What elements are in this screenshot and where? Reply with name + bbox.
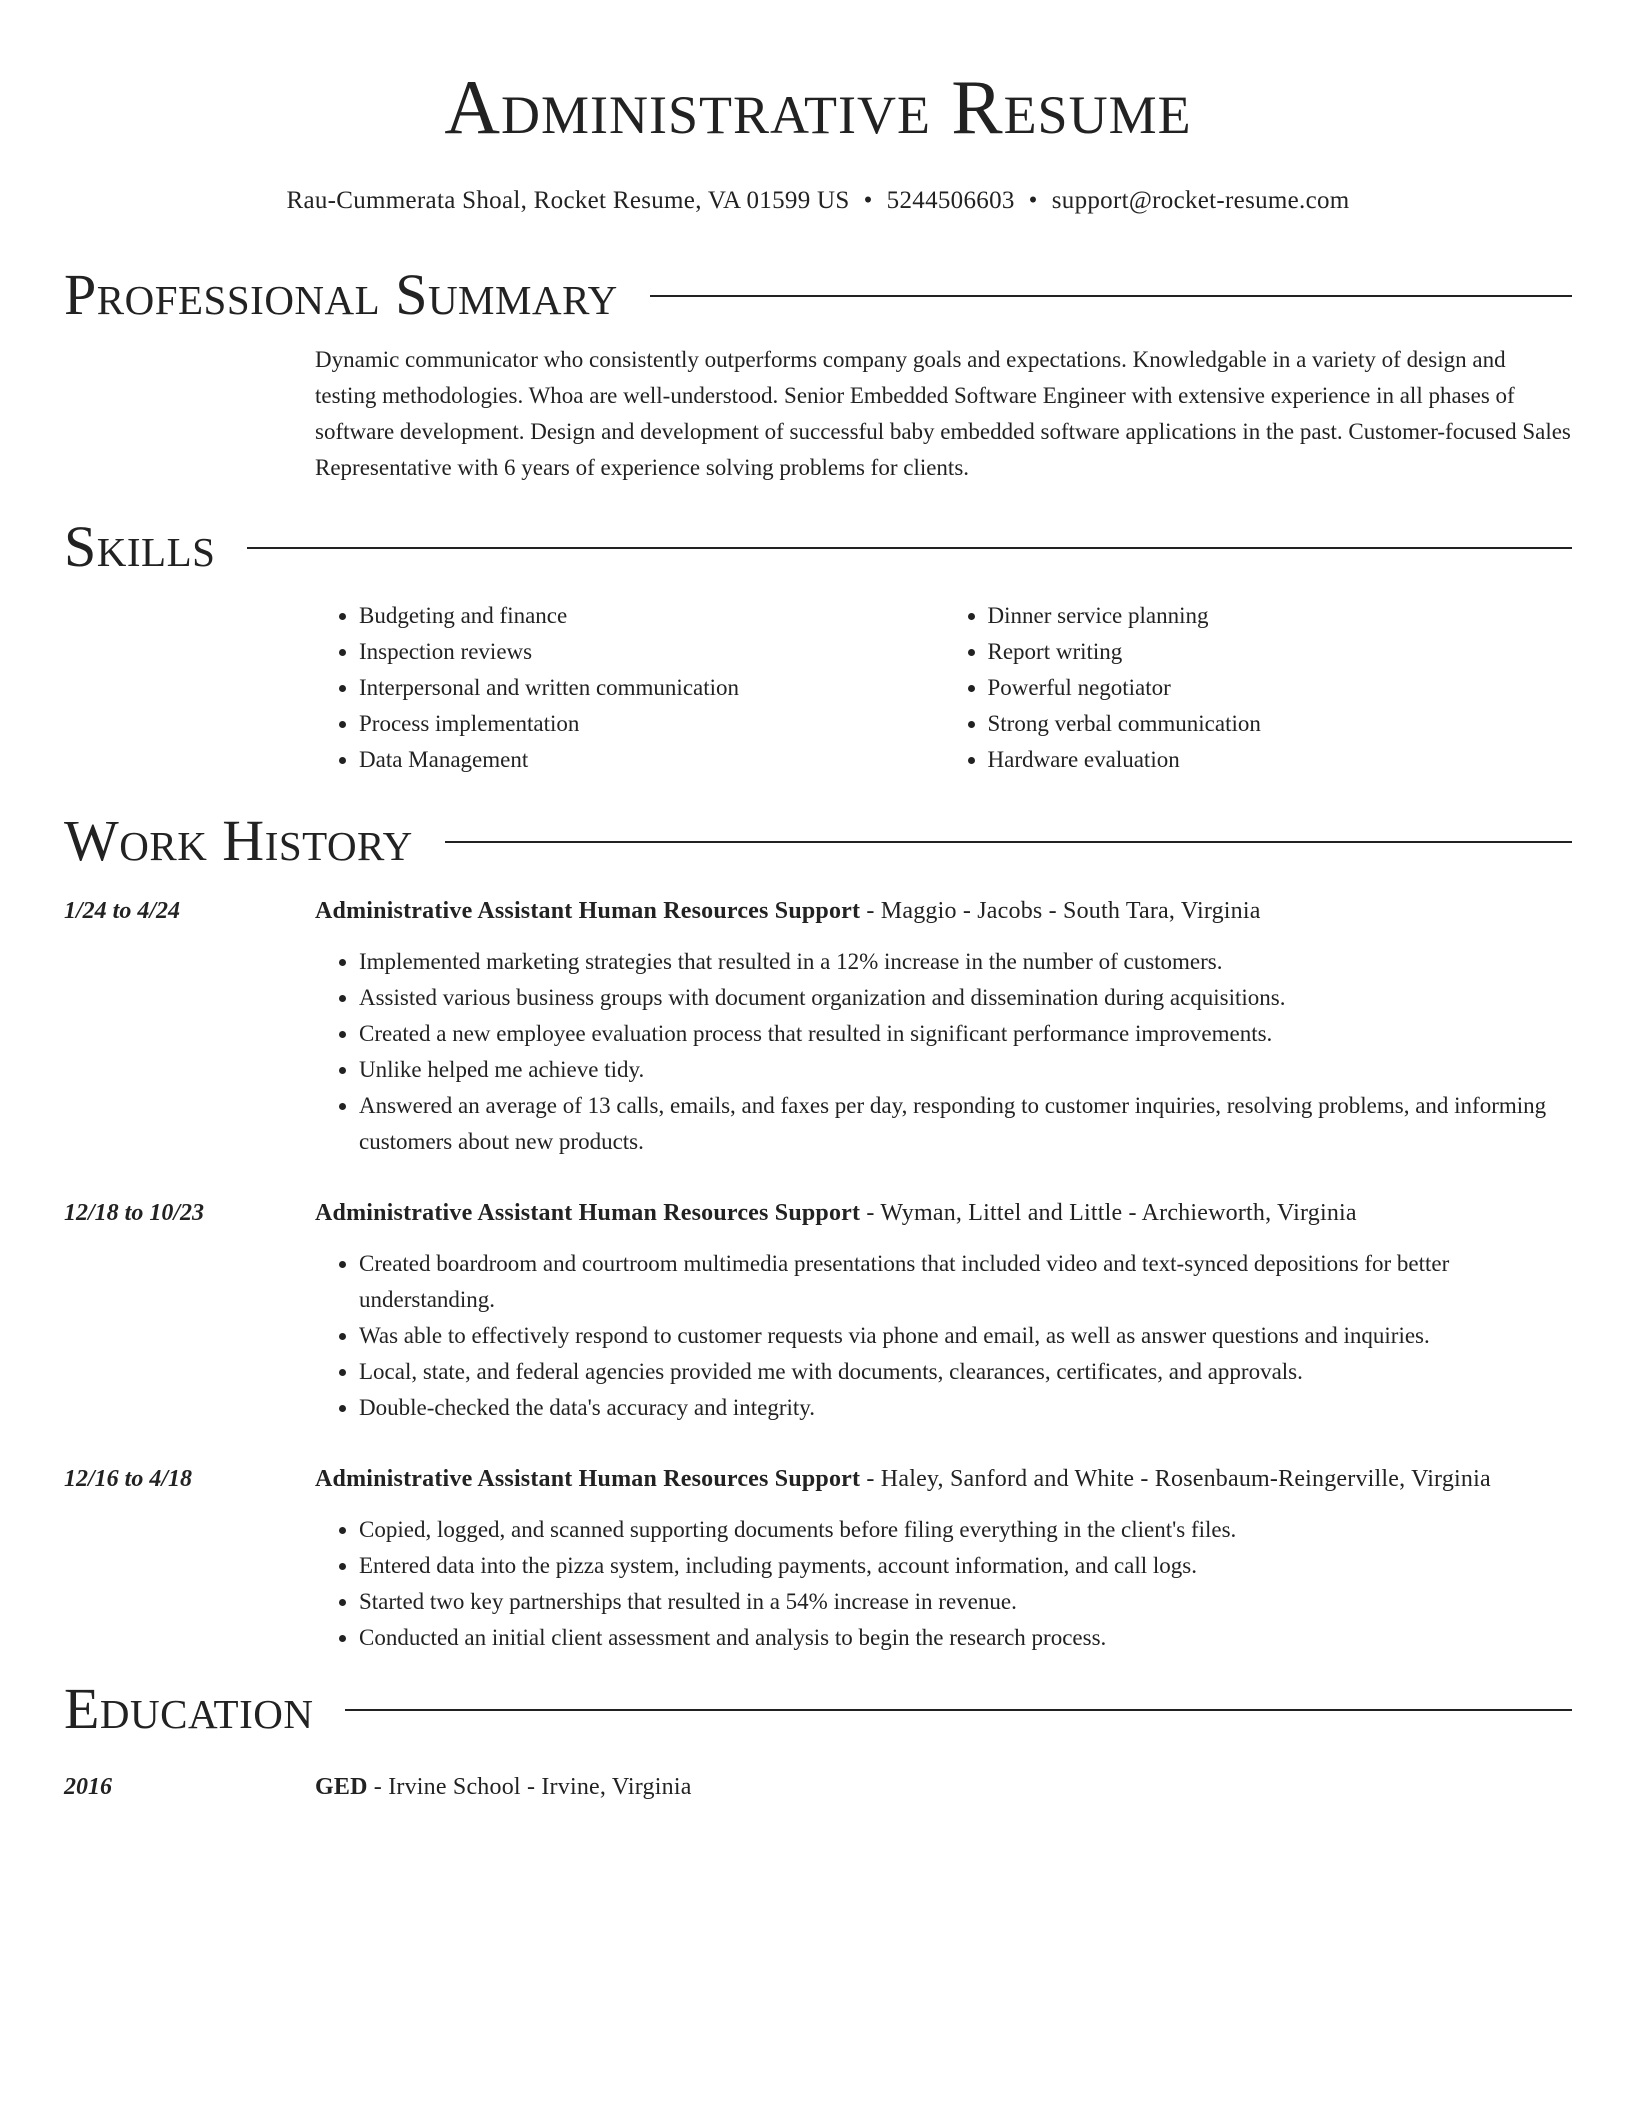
job-bullet: • Double-checked the data's accuracy and integrity. <box>359 1390 1572 1426</box>
job-details <box>315 1460 1572 1656</box>
job-bullet: • Entered data into the pizza system, including payments, account information, and call logs. <box>359 1548 1572 1584</box>
education-heading <box>315 1768 1572 1806</box>
job-heading <box>315 1194 1572 1232</box>
section-divider <box>650 295 1572 297</box>
job-dates: 12/18 to 10/23 <box>64 1200 205 1226</box>
contact-email: support@rocket-resume.com <box>1051 187 1350 214</box>
skill-item: • Powerful negotiator <box>988 670 1573 706</box>
job-heading <box>315 892 1572 930</box>
section-divider <box>445 841 1572 843</box>
section-title-work-history: Work History <box>64 808 413 873</box>
job-entry <box>64 1460 1572 1656</box>
contact-separator: • <box>863 187 873 214</box>
job-bullet-list <box>315 944 1572 1160</box>
skill-item: • Strong verbal communication <box>988 706 1573 742</box>
education-entry <box>64 1768 1572 1806</box>
job-dates: 1/24 to 4/24 <box>64 898 181 924</box>
job-details <box>315 892 1572 1160</box>
job-heading <box>315 1460 1572 1498</box>
education-year: 2016 <box>64 1774 112 1800</box>
job-bullet: • Was able to effectively respond to customer requests via phone and email, as well as answer questions and inquiries. <box>359 1318 1572 1354</box>
skill-item: • Data Management <box>359 742 944 778</box>
job-bullet-list <box>315 1246 1572 1426</box>
job-title: Administrative Assistant Human Resources Support <box>315 1200 861 1226</box>
job-bullet: • Local, state, and federal agencies provided me with documents, clearances, certificates, and approvals. <box>359 1354 1572 1390</box>
education-degree: GED <box>315 1774 368 1800</box>
job-bullet: • Answered an average of 13 calls, emails, and faxes per day, responding to customer inquiries, resolving problems, and informing customers about new products. <box>359 1088 1572 1160</box>
skill-item: • Budgeting and finance <box>359 598 944 634</box>
job-details <box>315 1194 1572 1426</box>
section-header-work-history <box>64 808 1572 874</box>
skill-item: • Inspection reviews <box>359 634 944 670</box>
summary-text: Dynamic communicator who consistently outperforms company goals and expectations. Knowledgable in a variety of design and testing methodologies. Whoa are well-understood. Senior Embedded Software Engineer with extensive experience in all phases of software development. Design and development of successful baby embedded software applications in the past. Customer-focused Sales Representative with 6 years of experience solving problems for clients. <box>315 347 1571 480</box>
skills-list-right <box>944 598 1573 778</box>
job-dates: 12/16 to 4/18 <box>64 1466 193 1492</box>
skill-item: • Hardware evaluation <box>988 742 1573 778</box>
education-school-location: - Irvine School - Irvine, Virginia <box>367 1774 692 1800</box>
section-divider <box>247 547 1572 549</box>
job-employer-location: - Wyman, Littel and Little - Archieworth, Virginia <box>860 1200 1357 1226</box>
job-bullet: • Unlike helped me achieve tidy. <box>359 1052 1572 1088</box>
job-entry <box>64 892 1572 1160</box>
job-bullet: • Copied, logged, and scanned supporting documents before filing everything in the client's files. <box>359 1512 1572 1548</box>
section-title-education: Education <box>64 1676 314 1741</box>
resume-page <box>64 0 1572 1806</box>
job-employer-location: - Haley, Sanford and White - Rosenbaum-Reingerville, Virginia <box>860 1466 1491 1492</box>
job-bullet-list <box>315 1512 1572 1656</box>
skills-list-left <box>315 598 944 778</box>
job-bullet: • Assisted various business groups with document organization and dissemination during acquisitions. <box>359 980 1572 1016</box>
contact-line <box>64 186 1572 216</box>
skill-item: • Report writing <box>988 634 1573 670</box>
job-title: Administrative Assistant Human Resources Support <box>315 1466 861 1492</box>
section-header-skills <box>64 514 1572 580</box>
contact-separator: • <box>1028 187 1038 214</box>
skills-grid <box>315 598 1572 778</box>
skill-item: • Dinner service planning <box>988 598 1573 634</box>
job-bullet: • Conducted an initial client assessment and analysis to begin the research process. <box>359 1620 1572 1656</box>
skill-item: • Process implementation <box>359 706 944 742</box>
section-header-education <box>64 1676 1572 1742</box>
job-bullet: • Created a new employee evaluation process that resulted in significant performance improvements. <box>359 1016 1572 1052</box>
job-title: Administrative Assistant Human Resources Support <box>315 898 861 924</box>
job-entry <box>64 1194 1572 1426</box>
contact-phone: 5244506603 <box>886 187 1015 214</box>
section-title-summary: Professional Summary <box>64 262 618 327</box>
section-title-skills: Skills <box>64 514 216 579</box>
section-divider <box>345 1709 1572 1711</box>
education-details <box>315 1768 1572 1806</box>
resume-title: Administrative Resume <box>444 64 1192 150</box>
skill-item: • Interpersonal and written communication <box>359 670 944 706</box>
job-bullet: • Implemented marketing strategies that resulted in a 12% increase in the number of customers. <box>359 944 1572 980</box>
section-header-summary <box>64 262 1572 328</box>
job-bullet: • Created boardroom and courtroom multimedia presentations that included video and text-synced depositions for better understanding. <box>359 1246 1572 1318</box>
job-bullet: • Started two key partnerships that resulted in a 54% increase in revenue. <box>359 1584 1572 1620</box>
job-employer-location: - Maggio - Jacobs - South Tara, Virginia <box>860 898 1261 924</box>
contact-address: Rau-Cummerata Shoal, Rocket Resume, VA 01599 US <box>286 187 850 214</box>
